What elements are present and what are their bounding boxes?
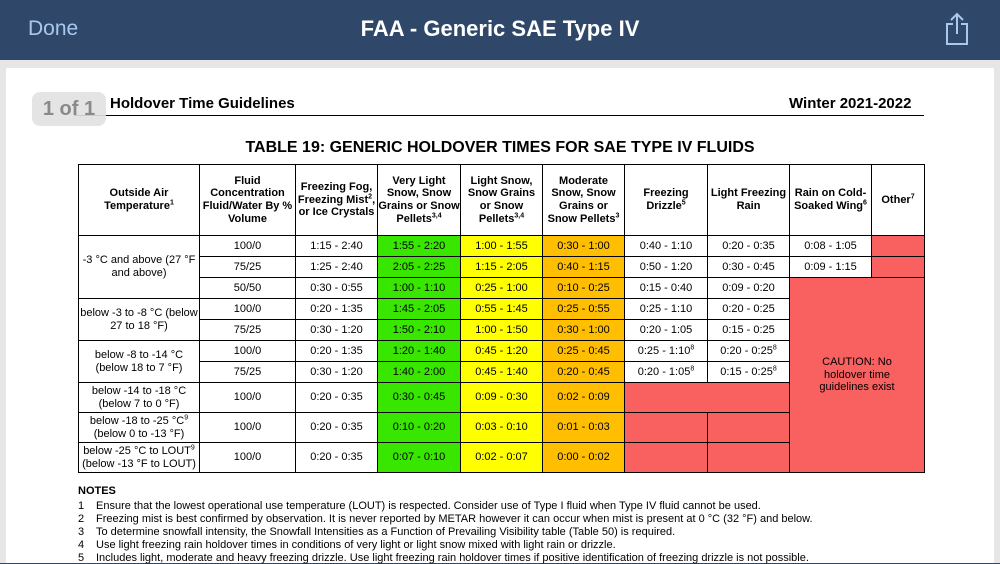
moderate-snow-cell: 0:02 - 0:09 <box>543 383 625 413</box>
freezing-fog-cell: 0:20 - 1:35 <box>296 341 378 362</box>
concentration-cell: 100/0 <box>200 413 296 443</box>
very-light-snow-cell: 1:20 - 1:40 <box>378 341 461 362</box>
light-snow-cell: 0:09 - 0:30 <box>461 383 543 413</box>
freezing-fog-cell: 0:20 - 0:35 <box>296 413 378 443</box>
temp-range-cell: below -14 to -18 °C (below 7 to 0 °F) <box>79 383 200 413</box>
document-header-season: Winter 2021-2022 <box>789 95 912 112</box>
moderate-snow-cell: 0:00 - 0:02 <box>543 443 625 473</box>
very-light-snow-cell: 0:30 - 0:45 <box>378 383 461 413</box>
light-freezing-rain-cell: 0:09 - 0:20 <box>708 278 790 299</box>
moderate-snow-cell: 0:10 - 0:25 <box>543 278 625 299</box>
note-item: 2 Freezing mist is best confirmed by observation. It is never reported by METAR however it can occur when mist is present at 0 °C (32 °F) and below. <box>78 513 813 525</box>
temp-range-cell: below -18 to -25 $^\circ C^9$ (below 0 to -13 °F) <box>79 413 200 443</box>
holdover-table <box>78 164 925 473</box>
light-snow-cell: 0:25 - 1:00 <box>461 278 543 299</box>
share-icon[interactable] <box>944 12 970 46</box>
page-indicator: 1 of 1 <box>32 92 106 126</box>
freezing-fog-cell: 0:30 - 1:20 <box>296 320 378 341</box>
freezing-drizzle-cell: 0:15 - 0:40 <box>625 278 708 299</box>
concentration-cell: 100/0 <box>200 341 296 362</box>
very-light-snow-cell: 1:00 - 1:10 <box>378 278 461 299</box>
page-title: FAA - Generic SAE Type IV <box>360 16 640 41</box>
moderate-snow-cell: 0:40 - 1:15 <box>543 257 625 278</box>
col-header-concentration: Fluid Concentration Fluid/Water By % Volume <box>200 165 296 236</box>
very-light-snow-cell: 1:55 - 2:20 <box>378 236 461 257</box>
no-data-cell <box>625 413 708 443</box>
note-item: 3 To determine snowfall intensity, the Snowfall Intensities as a Function of Prevailing Visibility table (Table 50) is required. <box>78 526 676 538</box>
other-cell <box>872 257 925 278</box>
freezing-fog-cell: 0:20 - 0:35 <box>296 383 378 413</box>
light-snow-cell: 1:15 - 2:05 <box>461 257 543 278</box>
freezing-fog-cell: 0:20 - 1:35 <box>296 299 378 320</box>
very-light-snow-cell: 1:45 - 2:05 <box>378 299 461 320</box>
col-header-rain-cold-soaked: Rain on Cold-Soaked Wing$^6$ <box>790 165 872 236</box>
rain-cold-soaked-cell: 0:09 - 1:15 <box>790 257 872 278</box>
document-header-title: Holdover Time Guidelines <box>110 95 295 112</box>
very-light-snow-cell: 0:10 - 0:20 <box>378 413 461 443</box>
freezing-drizzle-cell: 0:25 - 1:10 <box>625 299 708 320</box>
table-title: TABLE 19: GENERIC HOLDOVER TIMES FOR SAE TYPE IV FLUIDS <box>245 139 755 156</box>
moderate-snow-cell: 0:25 - 0:55 <box>543 299 625 320</box>
moderate-snow-cell: 0:01 - 0:03 <box>543 413 625 443</box>
col-header-other: Other$^7$ <box>872 165 925 236</box>
very-light-snow-cell: 1:40 - 2:00 <box>378 362 461 383</box>
light-freezing-rain-cell: 0:15 - 0:25 <box>708 320 790 341</box>
concentration-cell: 50/50 <box>200 278 296 299</box>
note-item: 4 Use light freezing rain holdover times in conditions of very light or light snow mixed with light rain or drizzle. <box>78 539 616 551</box>
light-snow-cell: 0:45 - 1:40 <box>461 362 543 383</box>
concentration-cell: 75/25 <box>200 320 296 341</box>
freezing-fog-cell: 0:30 - 0:55 <box>296 278 378 299</box>
temp-range-cell: below -3 to -8 °C (below 27 to 18 °F) <box>79 299 200 341</box>
light-snow-cell: 0:45 - 1:20 <box>461 341 543 362</box>
no-data-cell <box>625 383 790 413</box>
light-snow-cell: 1:00 - 1:55 <box>461 236 543 257</box>
light-freezing-rain-cell: 0:20 - 0:25 <box>708 299 790 320</box>
freezing-drizzle-cell: 0:40 - 1:10 <box>625 236 708 257</box>
col-header-moderate-snow: Moderate Snow, Snow Grains or Snow Pellets$^3$ <box>543 165 625 236</box>
table-header-row <box>79 165 925 236</box>
moderate-snow-cell: 0:30 - 1:00 <box>543 320 625 341</box>
concentration-cell: 100/0 <box>200 383 296 413</box>
freezing-fog-cell: 0:30 - 1:20 <box>296 362 378 383</box>
header-divider <box>74 115 924 116</box>
no-data-cell <box>625 443 708 473</box>
light-snow-cell: 0:03 - 0:10 <box>461 413 543 443</box>
temp-range-cell: -3 °C and above (27 °F and above) <box>79 236 200 299</box>
freezing-drizzle-cell: 0:50 - 1:20 <box>625 257 708 278</box>
very-light-snow-cell: 1:50 - 2:10 <box>378 320 461 341</box>
caution-cell: CAUTION: No holdover time guidelines exist <box>790 278 925 473</box>
moderate-snow-cell: 0:20 - 0:45 <box>543 362 625 383</box>
no-data-cell <box>708 413 790 443</box>
note-item: 1 Ensure that the lowest operational use temperature (LOUT) is respected. Consider use of Type I fluid when Type IV fluid cannot be used. <box>78 500 761 512</box>
very-light-snow-cell: 2:05 - 2:25 <box>378 257 461 278</box>
concentration-cell: 75/25 <box>200 362 296 383</box>
note-item: 5 Includes light, moderate and heavy freezing drizzle. Use light freezing rain holdover times if positive identification of freezing drizzle is not possible. <box>78 552 809 564</box>
no-data-cell <box>708 443 790 473</box>
table-row <box>79 257 925 278</box>
freezing-drizzle-cell: 0:20 - $1:05^8$ <box>625 362 708 383</box>
col-header-freezing-fog: Freezing Fog, Freezing Mist$^2$, or Ice Crystals <box>296 165 378 236</box>
light-snow-cell: 1:00 - 1:50 <box>461 320 543 341</box>
col-header-light-snow: Light Snow, Snow Grains or Snow Pellets$^{3,4}$ <box>461 165 543 236</box>
done-button[interactable]: Done <box>28 17 79 40</box>
light-freezing-rain-cell: 0:30 - 0:45 <box>708 257 790 278</box>
light-freezing-rain-cell: 0:20 - 0:35 <box>708 236 790 257</box>
concentration-cell: 100/0 <box>200 299 296 320</box>
concentration-cell: 100/0 <box>200 236 296 257</box>
moderate-snow-cell: 0:25 - 0:45 <box>543 341 625 362</box>
concentration-cell: 100/0 <box>200 443 296 473</box>
col-header-light-freezing-rain: Light Freezing Rain <box>708 165 790 236</box>
freezing-drizzle-cell: 0:25 - $1:10^8$ <box>625 341 708 362</box>
freezing-fog-cell: 1:25 - 2:40 <box>296 257 378 278</box>
very-light-snow-cell: 0:07 - 0:10 <box>378 443 461 473</box>
light-snow-cell: 0:02 - 0:07 <box>461 443 543 473</box>
freezing-fog-cell: 0:20 - 0:35 <box>296 443 378 473</box>
temp-range-cell: below -25 °C to LOUT$^9$ (below -13 °F to LOUT) <box>79 443 200 473</box>
table-row <box>79 236 925 257</box>
freezing-drizzle-cell: 0:20 - 1:05 <box>625 320 708 341</box>
moderate-snow-cell: 0:30 - 1:00 <box>543 236 625 257</box>
col-header-freezing-drizzle: Freezing Drizzle$^5$ <box>625 165 708 236</box>
other-cell <box>872 236 925 257</box>
concentration-cell: 75/25 <box>200 257 296 278</box>
notes-heading: NOTES <box>78 485 116 497</box>
light-freezing-rain-cell: 0:15 - $0:25^8$ <box>708 362 790 383</box>
rain-cold-soaked-cell: 0:08 - 1:05 <box>790 236 872 257</box>
col-header-oat: Outside Air Temperature$^1$ <box>79 165 200 236</box>
freezing-fog-cell: 1:15 - 2:40 <box>296 236 378 257</box>
light-freezing-rain-cell: 0:20 - $0:25^8$ <box>708 341 790 362</box>
temp-range-cell: below -8 to -14 °C (below 18 to 7 °F) <box>79 341 200 383</box>
col-header-very-light-snow: Very Light Snow, Snow Grains or Snow Pellets$^{3,4}$ <box>378 165 461 236</box>
table-row <box>79 278 925 299</box>
light-snow-cell: 0:55 - 1:45 <box>461 299 543 320</box>
navigation-bar <box>0 0 1000 60</box>
